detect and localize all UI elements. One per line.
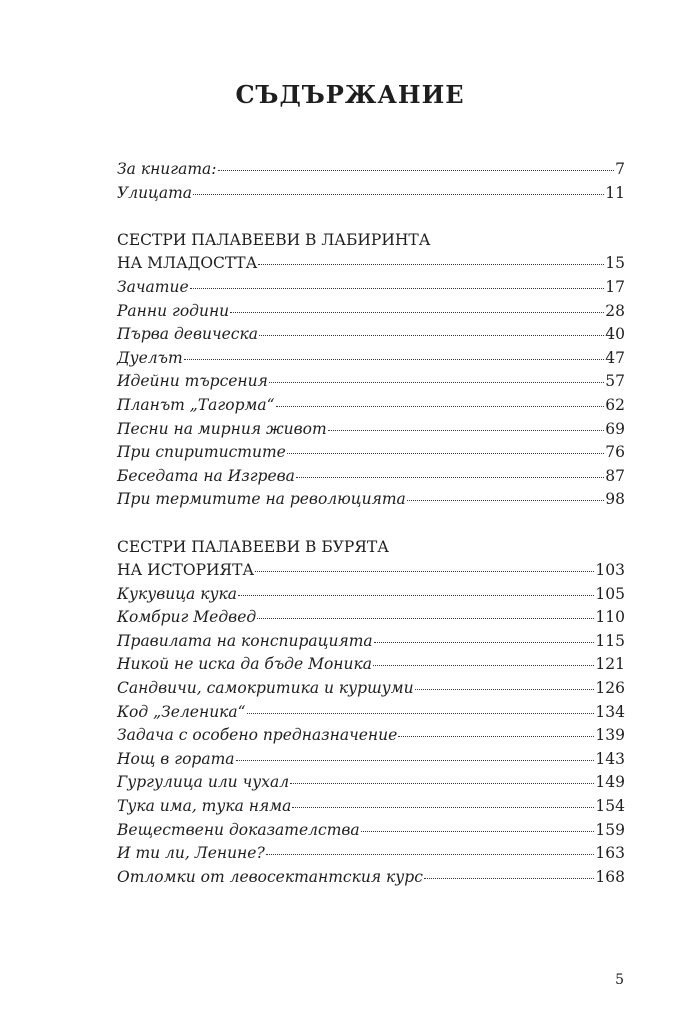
toc-section-heading[interactable]	[117, 229, 625, 253]
toc-entry-label: Правилата на конспирацията	[117, 631, 373, 650]
toc-entry-page: 62	[605, 395, 625, 414]
toc-section-heading[interactable]	[117, 252, 625, 276]
dot-leader	[258, 264, 604, 265]
toc-entry-label: СЕСТРИ ПАЛАВЕЕВИ В ЛАБИРИНТА	[117, 230, 431, 249]
dot-leader	[292, 807, 594, 808]
dot-leader	[266, 854, 595, 855]
toc-entry-label: При спиритистите	[117, 443, 286, 462]
toc-entry[interactable]	[117, 158, 625, 182]
toc-entry-page: 143	[595, 749, 625, 768]
toc-entry-label: СЕСТРИ ПАЛАВЕЕВИ В БУРЯТА	[117, 537, 389, 556]
toc-entry-page: 134	[595, 702, 625, 721]
toc-entry-label: Код „Зеленика“	[117, 702, 246, 721]
toc-entry-page: 105	[595, 584, 625, 603]
dot-leader	[193, 194, 604, 195]
toc-entry-label: Тука има, тука няма	[117, 797, 292, 816]
dot-leader	[361, 831, 595, 832]
dot-leader	[230, 312, 604, 313]
toc-entry-page: 40	[605, 325, 625, 344]
toc-entry[interactable]	[117, 866, 625, 890]
toc-entry-label: Беседата на Изгрева	[117, 466, 295, 485]
toc-entry-page: 163	[595, 844, 625, 863]
toc-entry-label: Нощ в гората	[117, 749, 235, 768]
dot-leader	[259, 335, 604, 336]
toc-entry-label: Дуелът	[117, 348, 183, 367]
dot-leader	[184, 359, 605, 360]
toc-entry-page: 98	[605, 490, 625, 509]
toc-entry[interactable]	[117, 323, 625, 347]
toc-entry[interactable]	[117, 276, 625, 300]
toc-entry[interactable]	[117, 300, 625, 324]
toc-entry[interactable]	[117, 370, 625, 394]
dot-leader	[373, 665, 594, 666]
toc-entry-label: Песни на мирния живот	[117, 419, 327, 438]
toc-entry[interactable]	[117, 748, 625, 772]
dot-leader	[247, 713, 595, 714]
toc-entry[interactable]	[117, 630, 625, 654]
toc-entry-label: Зачатие	[117, 277, 189, 296]
toc-entry[interactable]	[117, 842, 625, 866]
toc-entry[interactable]	[117, 418, 625, 442]
toc-entry[interactable]	[117, 724, 625, 748]
dot-leader	[407, 500, 604, 501]
dot-leader	[269, 382, 604, 383]
dot-leader	[236, 760, 595, 761]
toc-entry-page: 47	[605, 348, 625, 367]
toc-entry-label: Първа девическа	[117, 325, 258, 344]
toc-entry[interactable]	[117, 795, 625, 819]
toc-entry-page: 149	[595, 773, 625, 792]
toc-entry-page: 154	[595, 797, 625, 816]
toc-entry-page: 76	[605, 443, 625, 462]
toc-entry-label: Задача с особено предназначение	[117, 726, 398, 745]
toc-entry-label: При термитите на революцията	[117, 490, 406, 509]
toc-entry-page: 15	[605, 254, 625, 273]
table-of-contents	[117, 158, 625, 889]
dot-leader	[296, 477, 604, 478]
toc-entry-label: Комбриг Медвед	[117, 608, 257, 627]
toc-entry-label: За книгата:	[117, 160, 217, 178]
toc-spacer	[117, 205, 625, 229]
toc-entry-page: 28	[605, 301, 625, 320]
page-number: 5	[615, 972, 624, 988]
dot-leader	[424, 878, 595, 879]
toc-entry-page: 7	[615, 160, 625, 178]
dot-leader	[257, 618, 594, 619]
toc-section-heading[interactable]	[117, 536, 625, 560]
toc-entry-page: 103	[595, 561, 625, 580]
dot-leader	[290, 783, 594, 784]
toc-spacer	[117, 512, 625, 536]
toc-entry[interactable]	[117, 653, 625, 677]
toc-entry[interactable]	[117, 441, 625, 465]
toc-entry-page: 17	[605, 277, 625, 296]
toc-entry-label: Улицата	[117, 183, 193, 202]
dot-leader	[218, 170, 615, 171]
toc-section-heading[interactable]	[117, 559, 625, 583]
toc-entry[interactable]	[117, 583, 625, 607]
toc-entry[interactable]	[117, 488, 625, 512]
toc-entry[interactable]	[117, 465, 625, 489]
toc-entry[interactable]	[117, 606, 625, 630]
dot-leader	[374, 642, 595, 643]
toc-entry-page: 126	[595, 679, 625, 698]
toc-entry-page: 87	[605, 466, 625, 485]
toc-entry-page: 159	[595, 820, 625, 839]
toc-entry[interactable]	[117, 771, 625, 795]
dot-leader	[398, 736, 594, 737]
toc-entry-label: Планът „Тагорма“	[117, 395, 275, 414]
toc-entry-page: 168	[595, 867, 625, 886]
dot-leader	[276, 406, 605, 407]
dot-leader	[238, 595, 594, 596]
toc-entry-page: 110	[595, 608, 625, 627]
toc-entry-label: НА ИСТОРИЯТА	[117, 561, 255, 580]
dot-leader	[415, 689, 595, 690]
toc-entry-label: Сандвичи, самокритика и куршуми	[117, 679, 414, 698]
toc-entry-label: Идейни търсения	[117, 372, 268, 391]
page-title: СЪДЪРЖАНИЕ	[235, 80, 465, 109]
toc-entry[interactable]	[117, 394, 625, 418]
toc-entry-page: 115	[595, 631, 625, 650]
toc-entry-page: 57	[605, 372, 625, 391]
dot-leader	[328, 430, 605, 431]
toc-entry-label: Гургулица или чухал	[117, 773, 290, 792]
toc-entry-page: 121	[595, 655, 625, 674]
dot-leader	[255, 571, 594, 572]
dot-leader	[190, 288, 605, 289]
toc-entry-page: 139	[595, 726, 625, 745]
toc-entry-label: НА МЛАДОСТТА	[117, 254, 258, 273]
toc-entry-label: И ти ли, Ленине?	[117, 844, 265, 863]
toc-entry-page: 11	[605, 183, 625, 202]
toc-entry-label: Никой не иска да бъде Моника	[117, 655, 372, 674]
toc-entry[interactable]	[117, 347, 625, 371]
toc-entry-label: Кукувица кука	[117, 584, 237, 603]
toc-entry-label: Ранни години	[117, 301, 230, 320]
toc-entry[interactable]	[117, 677, 625, 701]
toc-entry[interactable]	[117, 182, 625, 206]
toc-entry-label: Веществени доказателства	[117, 820, 360, 839]
toc-entry-page: 69	[605, 419, 625, 438]
toc-entry-label: Отломки от левосектантския курс	[117, 867, 423, 886]
toc-entry[interactable]	[117, 819, 625, 843]
toc-entry[interactable]	[117, 701, 625, 725]
dot-leader	[287, 453, 604, 454]
